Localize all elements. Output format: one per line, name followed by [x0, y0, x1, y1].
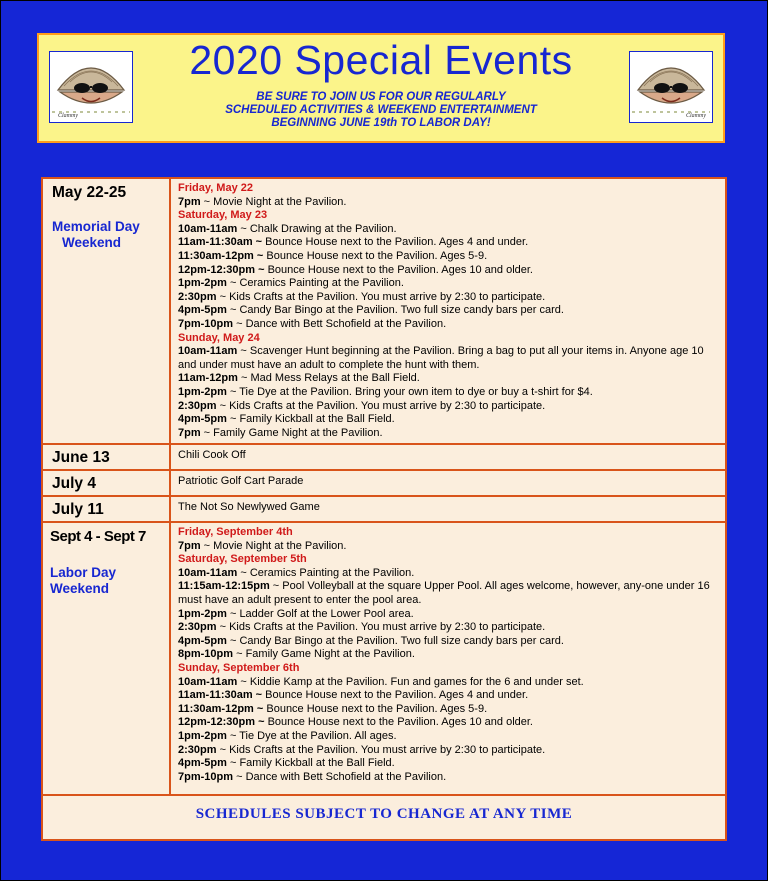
event-item	[178, 264, 725, 278]
event-time: 11:15am-12:15pm	[178, 580, 270, 593]
event-item	[178, 621, 725, 635]
page-title: 2020 Special Events	[189, 37, 573, 83]
event-text: Bounce House next to the Pavilion. Ages 4 and under.	[262, 236, 529, 249]
day-heading: Friday, September 4th	[178, 526, 293, 538]
event-text: ~ Candy Bar Bingo at the Pavilion. Two full size candy bars per card.	[226, 634, 564, 647]
holiday-label	[50, 565, 116, 597]
subtitle-line: BEGINNING JUNE 19th TO LABOR DAY!	[271, 117, 491, 129]
event-item	[178, 345, 725, 372]
date-cell	[43, 497, 171, 521]
event-time: 2:30pm	[178, 290, 217, 303]
event-text: Bounce House next to the Pavilion. Ages 4 and under.	[262, 689, 529, 702]
event-time: 10am-11am	[178, 675, 238, 688]
event-time: 4pm-5pm	[178, 304, 227, 317]
event-item	[178, 730, 725, 744]
event-text: ~ Tie Dye at the Pavilion. Bring your own item to dye or buy a t-shirt for $4.	[226, 385, 593, 398]
event-text: Bounce House next to the Pavilion. Ages 10 and older.	[264, 716, 533, 729]
event-text: ~ Family Game Night at the Pavilion.	[233, 648, 415, 661]
event-time: 2:30pm	[178, 743, 217, 756]
event-time: 10am-11am	[178, 222, 238, 235]
event-item	[178, 635, 725, 649]
event-text: ~ Dance with Bett Schofield at the Pavilion.	[233, 317, 447, 330]
header-banner	[37, 33, 725, 143]
day-heading: Friday, May 22	[178, 182, 253, 194]
event-item	[178, 318, 725, 332]
event-time: 4pm-5pm	[178, 757, 227, 770]
subtitle-line: BE SURE TO JOIN US FOR OUR REGULARLY	[256, 91, 506, 103]
event-item	[178, 277, 725, 291]
event-item	[178, 689, 725, 703]
event-text: ~ Movie Night at the Pavilion.	[200, 539, 347, 552]
event-item	[178, 676, 725, 690]
event-item	[178, 771, 725, 785]
event-date: July 4	[52, 475, 96, 492]
event-item	[178, 223, 725, 237]
day-heading: Sunday, May 24	[178, 331, 260, 344]
event-time: 1pm-2pm	[178, 607, 227, 620]
events-cell	[171, 471, 725, 495]
event-time: 11:30am-12pm ~	[178, 249, 264, 262]
schedule-change-notice: SCHEDULES SUBJECT TO CHANGE AT ANY TIME	[195, 806, 573, 822]
event-text: ~ Movie Night at the Pavilion.	[200, 195, 347, 208]
events-cell	[171, 523, 725, 794]
event-time: 12pm-12:30pm ~	[178, 716, 265, 729]
event-text: Bounce House next to the Pavilion. Ages 10 and older.	[264, 263, 533, 276]
date-cell	[43, 179, 171, 443]
event-time: 10am-11am	[178, 345, 238, 358]
event-item	[178, 540, 725, 554]
event-item	[178, 400, 725, 414]
event-time: 1pm-2pm	[178, 277, 227, 290]
events-schedule-table	[41, 177, 727, 841]
logo-signature: Clammy	[58, 113, 78, 119]
event-time: 1pm-2pm	[178, 385, 227, 398]
events-cell	[171, 179, 725, 443]
event-date: Sept 4 - Sept 7	[50, 528, 146, 545]
date-cell	[43, 445, 171, 469]
event-text: ~ Kids Crafts at the Pavilion. You must arrive by 2:30 to participate.	[216, 621, 546, 634]
holiday-label-line: Labor Day	[50, 565, 117, 580]
day-heading: Saturday, September 5th	[178, 553, 307, 566]
event-text: ~ Ceramics Painting at the Pavilion.	[226, 277, 404, 290]
event-item	[178, 703, 725, 717]
event-time: 1pm-2pm	[178, 729, 227, 742]
event-item	[178, 757, 725, 771]
event-time: 10am-11am	[178, 566, 238, 579]
event-text: ~ Mad Mess Relays at the Ball Field.	[237, 372, 420, 385]
events-cell	[171, 497, 725, 521]
event-time: 11am-12pm	[178, 372, 238, 385]
event-time: 4pm-5pm	[178, 413, 227, 426]
event-item	[178, 648, 725, 662]
clammy-logo-right	[629, 51, 713, 123]
event-time: 8pm-10pm	[178, 648, 234, 661]
event-time: 11am-11:30am ~	[178, 689, 263, 702]
event-time: 2:30pm	[178, 399, 217, 412]
event-item	[178, 716, 725, 730]
event-item	[178, 304, 725, 318]
holiday-label-line: Weekend	[62, 235, 122, 250]
table-row-july-4	[43, 471, 725, 497]
event-item	[178, 427, 725, 441]
event-description: Chili Cook Off	[178, 449, 246, 461]
event-item	[178, 372, 725, 386]
event-time: 7pm-10pm	[178, 770, 234, 783]
date-cell	[43, 523, 171, 794]
holiday-label-line: Weekend	[50, 581, 110, 596]
event-date: May 22-25	[52, 184, 127, 201]
event-item	[178, 250, 725, 264]
event-text: ~ Family Kickball at the Ball Field.	[226, 413, 395, 426]
event-date: July 11	[52, 501, 104, 518]
event-item	[178, 236, 725, 250]
event-text: ~ Dance with Bett Schofield at the Pavilion.	[233, 770, 447, 783]
day-heading: Saturday, May 23	[178, 209, 268, 222]
event-text: ~ Scavenger Hunt beginning at the Pavilion. Bring a bag to put all your items in. Anyone age 10 and under must have an adult to complete the hunt with them.	[178, 345, 704, 371]
event-text: Bounce House next to the Pavilion. Ages 5-9.	[263, 702, 488, 715]
event-text: ~ Kids Crafts at the Pavilion. You must arrive by 2:30 to participate.	[216, 743, 546, 756]
event-text: ~ Tie Dye at the Pavilion. All ages.	[226, 729, 397, 742]
clam-mascot-icon	[630, 52, 712, 122]
event-text: ~ Family Kickball at the Ball Field.	[226, 757, 395, 770]
event-time: 12pm-12:30pm ~	[178, 263, 265, 276]
event-item	[178, 608, 725, 622]
event-description: Patriotic Golf Cart Parade	[178, 475, 304, 487]
event-item	[178, 567, 725, 581]
subtitle-line: SCHEDULED ACTIVITIES & WEEKEND ENTERTAINMENT	[225, 104, 537, 116]
event-text: ~ Kids Crafts at the Pavilion. You must arrive by 2:30 to participate.	[216, 399, 546, 412]
event-text: ~ Kiddie Kamp at the Pavilion. Fun and games for the 6 and under set.	[237, 675, 584, 688]
event-item	[178, 580, 725, 607]
event-time: 11:30am-12pm ~	[178, 702, 264, 715]
event-item	[178, 386, 725, 400]
event-item	[178, 291, 725, 305]
event-text: ~ Ceramics Painting at the Pavilion.	[237, 566, 415, 579]
event-time: 7pm	[178, 426, 201, 439]
event-item	[178, 744, 725, 758]
event-text: ~ Pool Volleyball at the square Upper Pool. All ages welcome, however, any-one under 16 must have an adult present to enter the pool area.	[178, 580, 710, 606]
table-row-labor-day	[43, 523, 725, 796]
event-time: 11am-11:30am ~	[178, 236, 263, 249]
event-text: ~ Kids Crafts at the Pavilion. You must arrive by 2:30 to participate.	[216, 290, 546, 303]
event-item	[178, 196, 725, 210]
event-time: 7pm	[178, 539, 201, 552]
schedule-footer	[43, 792, 725, 839]
date-cell	[43, 471, 171, 495]
event-time: 4pm-5pm	[178, 634, 227, 647]
event-text: ~ Family Game Night at the Pavilion.	[200, 426, 383, 439]
table-row-july-11	[43, 497, 725, 523]
header-subtitle	[179, 91, 583, 130]
logo-signature: Clammy	[686, 113, 706, 119]
event-text: ~ Chalk Drawing at the Pavilion.	[237, 222, 397, 235]
table-row-june-13	[43, 445, 725, 471]
event-time: 2:30pm	[178, 621, 217, 634]
event-description: The Not So Newlywed Game	[178, 501, 320, 513]
event-date: June 13	[52, 449, 110, 466]
table-row-memorial-day	[43, 179, 725, 445]
holiday-label	[52, 219, 140, 251]
holiday-label-line: Memorial Day	[52, 219, 140, 234]
day-heading: Sunday, September 6th	[178, 661, 300, 674]
event-text: Bounce House next to the Pavilion. Ages 5-9.	[263, 249, 488, 262]
event-time: 7pm-10pm	[178, 317, 234, 330]
event-item	[178, 413, 725, 427]
event-text: ~ Ladder Golf at the Lower Pool area.	[226, 607, 414, 620]
event-text: ~ Candy Bar Bingo at the Pavilion. Two full size candy bars per card.	[226, 304, 564, 317]
event-time: 7pm	[178, 195, 201, 208]
events-cell	[171, 445, 725, 469]
